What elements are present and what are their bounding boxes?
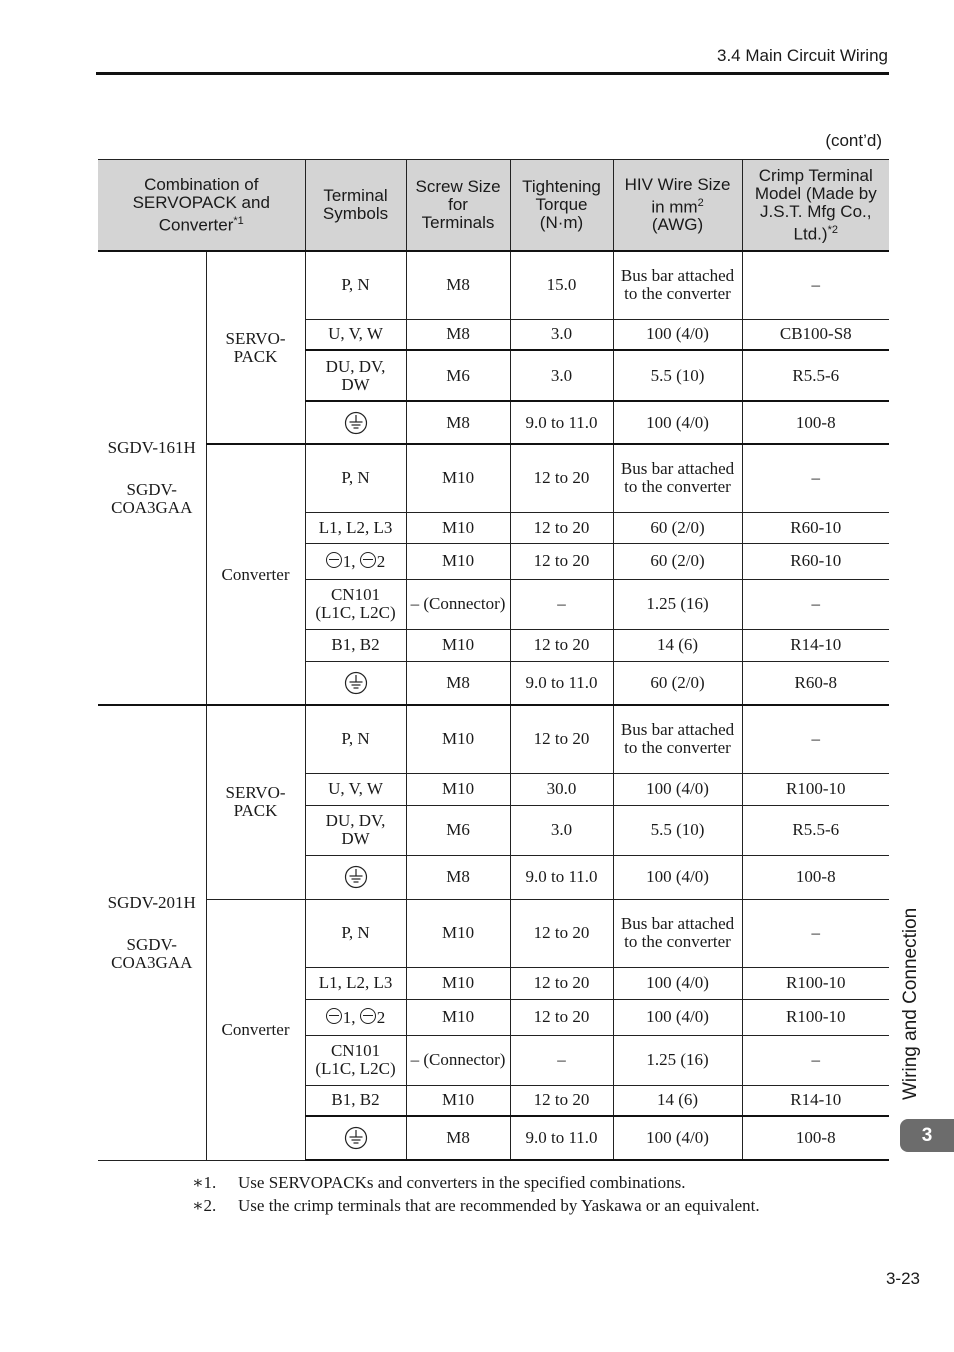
terminal-symbol [305,401,406,444]
crimp-model: – [742,1035,889,1085]
terminal-symbol-a: 1, [342,1007,360,1027]
crimp-model: R60-10 [742,543,889,579]
table-row [98,444,889,512]
torque: 12 to 20 [510,444,613,512]
torque: 9.0 to 11.0 [510,855,613,899]
page-number: 3-23 [885,1269,920,1288]
torque: 12 to 20 [510,705,613,773]
crimp-model: 100-8 [742,401,889,444]
wire-size: 14 (6) [613,1085,742,1116]
combination-group-1 [98,251,889,705]
terminal-symbol-a: 1, [342,551,360,571]
side-section-title: Wiring and Connection [900,907,921,1100]
terminal-symbol: B1, B2 [305,629,406,661]
wire-size: 60 (2/0) [613,512,742,543]
terminal-symbol [305,661,406,705]
servopack-model: SGDV-201H [107,892,196,912]
screw-size: M10 [406,705,510,773]
torque: 12 to 20 [510,543,613,579]
wire-size: 5.5 (10) [613,805,742,855]
unit-label-converter: Converter [206,444,305,705]
ground-icon [344,865,368,889]
footnote-ref-2: *2 [827,223,838,236]
crimp-model: R60-8 [742,661,889,705]
footnote-2 [192,1194,760,1217]
unit-label-converter: Converter [206,899,305,1160]
torque: 9.0 to 11.0 [510,1116,613,1160]
footnote-mark: ∗1. [192,1172,217,1192]
terminal-symbol-b: 2 [376,1007,386,1027]
wire-size: 100 (4/0) [613,773,742,805]
screw-size: M8 [406,251,510,319]
screw-size: M8 [406,855,510,899]
servopack-model: SGDV-161H [107,438,196,457]
torque: – [510,579,613,629]
screw-size: M8 [406,319,510,350]
terminal-symbol: CN101 (L1C, L2C) [305,579,406,629]
terminal-symbol [305,999,406,1035]
crimp-model: CB100-S8 [742,319,889,350]
footnotes [192,1171,760,1217]
ground-icon [344,411,368,435]
terminal-symbol: P, N [305,899,406,967]
col-header-wire-size-label: HIV Wire Size in mm [624,174,731,217]
terminal-symbol: DU, DV, DW [305,805,406,855]
wiring-table [98,159,889,1161]
wire-size: 100 (4/0) [613,319,742,350]
terminal-symbol: P, N [305,251,406,319]
wire-size: 5.5 (10) [613,350,742,401]
crimp-model: R100-10 [742,999,889,1035]
crimp-model: R100-10 [742,967,889,999]
terminal-symbol-b: 2 [376,551,386,571]
screw-size: M8 [406,1116,510,1160]
wire-size: 100 (4/0) [613,967,742,999]
screw-size: M10 [406,967,510,999]
terminal-symbol [305,855,406,899]
screw-size: – (Connector) [406,1035,510,1085]
screw-size: M6 [406,805,510,855]
screw-size: M10 [406,773,510,805]
chapter-tab: 3 [900,1119,954,1152]
torque: – [510,1035,613,1085]
col-header-torque: Tightening Torque (N·m) [510,160,613,252]
wire-size: 100 (4/0) [613,1116,742,1160]
combination-cell [98,705,206,1160]
unit-label-servopack: SERVO-PACK [206,705,305,899]
wire-size: 100 (4/0) [613,401,742,444]
superscript-2: 2 [697,196,704,209]
torque: 12 to 20 [510,899,613,967]
wire-size: 1.25 (16) [613,1035,742,1085]
running-head: 3.4 Main Circuit Wiring [717,46,888,65]
screw-size: M10 [406,543,510,579]
crimp-model: R14-10 [742,1085,889,1116]
wire-size: 60 (2/0) [613,543,742,579]
wire-size: Bus bar attached to the converter [613,251,742,319]
ground-icon [344,1126,368,1150]
footnote-1 [192,1171,760,1194]
terminal-symbol: L1, L2, L3 [305,512,406,543]
screw-size: – (Connector) [406,579,510,629]
wire-size: 1.25 (16) [613,579,742,629]
crimp-model: – [742,579,889,629]
col-header-crimp-model [742,160,889,252]
col-header-wire-size-awg: (AWG) [651,215,704,235]
crimp-model: 100-8 [742,1116,889,1160]
screw-size: M10 [406,1085,510,1116]
crimp-model: – [742,251,889,319]
terminal-symbol: P, N [305,705,406,773]
converter-model: SGDV-COA3GAA [111,480,193,517]
wire-size: Bus bar attached to the converter [613,705,742,773]
crimp-model: R14-10 [742,629,889,661]
terminal-symbol [305,1116,406,1160]
torque: 12 to 20 [510,967,613,999]
crimp-model: – [742,444,889,512]
circled-minus-icon [326,552,342,568]
table-row [98,899,889,967]
col-header-combination [98,160,305,252]
screw-size: M10 [406,444,510,512]
continued-label: (cont’d) [825,131,882,150]
crimp-model: R5.5-6 [742,350,889,401]
torque: 30.0 [510,773,613,805]
torque: 3.0 [510,805,613,855]
screw-size: M8 [406,401,510,444]
terminal-symbol: DU, DV, DW [305,350,406,401]
footnote-text: Use SERVOPACKs and converters in the specified combinations. [238,1172,686,1192]
col-header-crimp-model-label: Crimp Terminal Model (Made by J.S.T. Mfg Co., Ltd.) [754,165,877,244]
crimp-model: R100-10 [742,773,889,805]
combination-cell [98,251,206,705]
unit-label-servopack: SERVO-PACK [206,251,305,444]
terminal-symbol: U, V, W [305,773,406,805]
screw-size: M10 [406,899,510,967]
torque: 9.0 to 11.0 [510,401,613,444]
col-header-combination-label: Combination of SERVOPACK and Converter [132,174,270,235]
table-header-row [98,160,889,252]
terminal-symbol: U, V, W [305,319,406,350]
terminal-symbol: P, N [305,444,406,512]
crimp-model: R60-10 [742,512,889,543]
crimp-model: – [742,705,889,773]
footnote-ref-1: *1 [233,214,244,227]
circled-minus-icon [360,552,376,568]
torque: 3.0 [510,319,613,350]
wire-size: Bus bar attached to the converter [613,444,742,512]
torque: 12 to 20 [510,629,613,661]
screw-size: M10 [406,512,510,543]
wire-size: Bus bar attached to the converter [613,899,742,967]
wire-size: 100 (4/0) [613,855,742,899]
screw-size: M10 [406,999,510,1035]
torque: 3.0 [510,350,613,401]
screw-size: M8 [406,661,510,705]
col-header-terminal-symbols: Terminal Symbols [305,160,406,252]
wire-size: 60 (2/0) [613,661,742,705]
terminal-symbol: CN101 (L1C, L2C) [305,1035,406,1085]
combination-group-2 [98,705,889,1160]
crimp-model: 100-8 [742,855,889,899]
screw-size: M10 [406,629,510,661]
col-header-screw-size: Screw Size for Terminals [406,160,510,252]
terminal-symbol [305,543,406,579]
footnote-text: Use the crimp terminals that are recommended by Yaskawa or an equivalent. [238,1195,760,1215]
col-header-wire-size [613,160,742,252]
circled-minus-icon [360,1008,376,1024]
converter-model: SGDV-COA3GAA [111,934,193,972]
torque: 12 to 20 [510,512,613,543]
torque: 12 to 20 [510,999,613,1035]
terminal-symbol: L1, L2, L3 [305,967,406,999]
footnote-mark: ∗2. [192,1195,217,1215]
ground-icon [344,671,368,695]
torque: 15.0 [510,251,613,319]
wire-size: 100 (4/0) [613,999,742,1035]
circled-minus-icon [326,1008,342,1024]
torque: 12 to 20 [510,1085,613,1116]
screw-size: M6 [406,350,510,401]
terminal-symbol: B1, B2 [305,1085,406,1116]
crimp-model: – [742,899,889,967]
torque: 9.0 to 11.0 [510,661,613,705]
crimp-model: R5.5-6 [742,805,889,855]
wire-size: 14 (6) [613,629,742,661]
table-row [98,251,889,319]
table-row [98,705,889,773]
header-rule [96,72,889,75]
